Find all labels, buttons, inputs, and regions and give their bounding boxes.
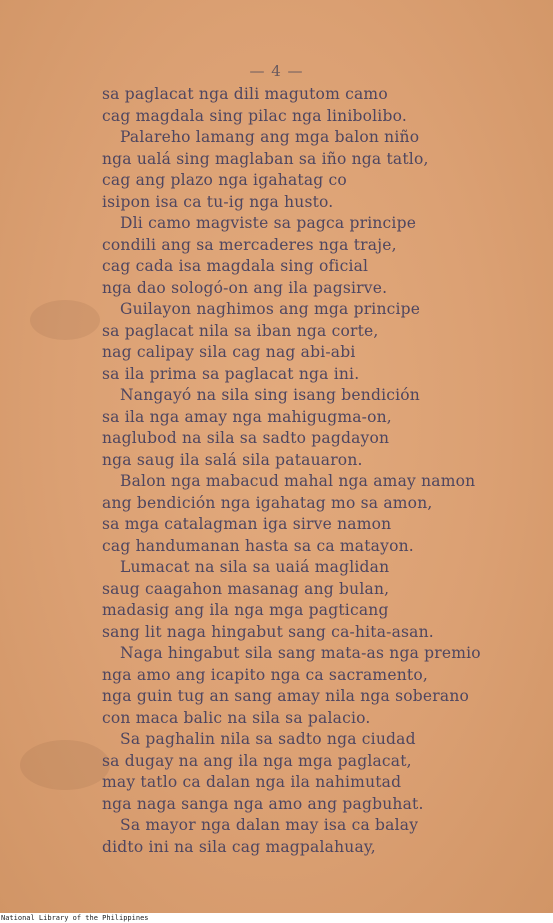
text-line: sa ila prima sa paglacat nga ini.	[102, 364, 360, 383]
text-line: naglubod na sila sa sadto pagdayon	[102, 429, 390, 447]
footer-credit	[0, 913, 553, 923]
text-line: sang lit naga hingabut sang ca-hita-asan.	[102, 622, 434, 641]
text-line: nga amo ang icapito nga ca sacramento,	[102, 665, 428, 684]
text-line: may tatlo ca dalan nga ila nahimutad	[102, 773, 402, 791]
text-line: cag handumanan hasta sa ca matayon.	[102, 536, 414, 555]
text-line: cag ang plazo nga igahatag co	[102, 171, 347, 189]
text-line: madasig ang ila nga mga pagticang	[102, 601, 389, 619]
text-line: Sa paghalin nila sa sadto nga ciudad	[120, 730, 416, 748]
text-line: saug caagahon masanag ang bulan,	[102, 579, 390, 598]
text-line: Guilayon naghimos ang mga principe	[120, 300, 421, 318]
text-line: nag calipay sila cag nag abi-abi	[102, 343, 356, 361]
text-line: cag cada isa magdala sing oficial	[102, 257, 369, 275]
text-line: nga saug ila salá sila patauaron.	[102, 450, 363, 469]
text-line: nga dao sologó-on ang ila pagsirve.	[102, 278, 388, 297]
text-line: nga guin tug an sang amay nila nga soberano	[102, 687, 470, 705]
text-line: Balon nga mabacud mahal nga amay namon	[120, 472, 476, 490]
text-line: condili ang sa mercaderes nga traje,	[102, 235, 397, 254]
text-line: sa ila nga amay nga mahigugma-on,	[102, 407, 392, 426]
footer-credit-text: National Library of the Philippines	[1, 914, 149, 922]
text-line: cag magdala sing pilac nga linibolibo.	[102, 106, 407, 125]
text-line: Palareho lamang ang mga balon niño	[120, 128, 420, 146]
page-stain	[30, 300, 100, 340]
text-line: Lumacat na sila sa uaiá maglidan	[120, 558, 390, 576]
text-line: Dli camo magviste sa pagca principe	[120, 214, 417, 232]
text-line: Sa mayor nga dalan may isa ca balay	[120, 816, 419, 834]
page-stain	[20, 740, 110, 790]
text-line: sa mga catalagman iga sirve namon	[102, 515, 392, 533]
text-line: isipon isa ca tu-ig nga husto.	[102, 192, 334, 211]
text-line: nga ualá sing maglaban sa iño nga tatlo,	[102, 149, 429, 168]
text-line: sa paglacat nila sa iban nga corte,	[102, 321, 379, 340]
text-line: sa dugay na ang ila nga mga paglacat,	[102, 751, 412, 770]
text-line: didto ini na sila cag magpalahuay,	[102, 837, 376, 856]
page-number: — 4 —	[249, 62, 304, 80]
text-line: con maca balic na sila sa palacio.	[102, 708, 371, 727]
text-line: sa paglacat nga dili magutom camo	[102, 85, 388, 103]
text-line: Nangayó na sila sing isang bendición	[120, 386, 420, 404]
text-line: ang bendición nga igahatag mo sa amon,	[102, 493, 433, 512]
text-line: nga naga sanga nga amo ang pagbuhat.	[102, 794, 424, 813]
text-line: Naga hingabut sila sang mata-as nga premio	[120, 644, 481, 662]
